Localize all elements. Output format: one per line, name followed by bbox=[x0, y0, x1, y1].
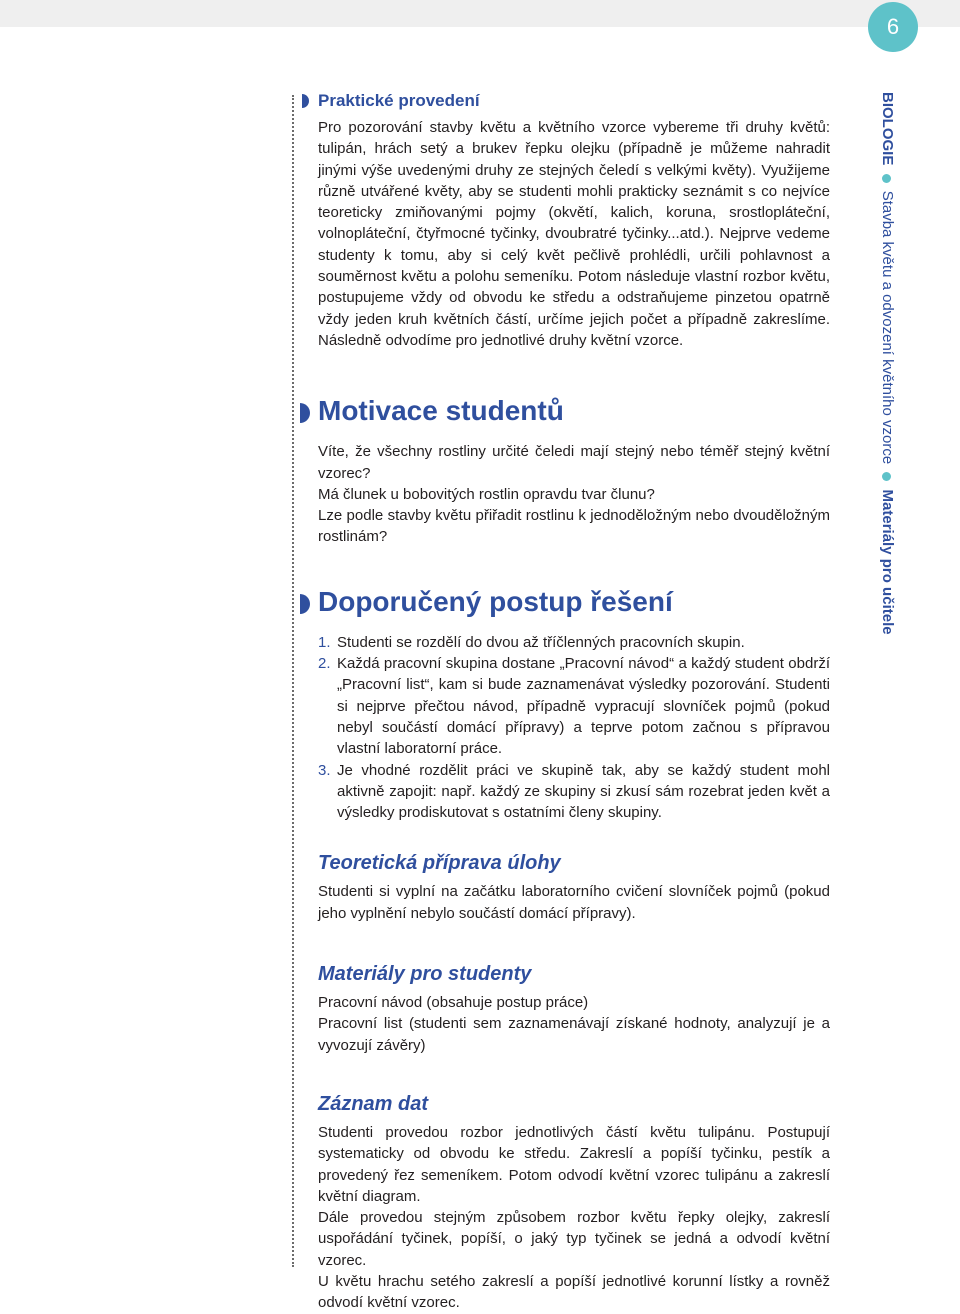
paragraph-line: Víte, že všechny rostliny určité čeledi mají stejný nebo téměř stejný květní vzorec? bbox=[318, 443, 830, 482]
section-heading: Teoretická příprava úlohy bbox=[318, 852, 561, 875]
paragraph-line: Dále provedou stejným způsobem rozbor květu řepky olejky, zakreslí uspořádání tyčinek, popíší, o jaký typ tyčinek se jedná a odvodí květní vzorec. bbox=[318, 1209, 830, 1269]
paragraph: Studenti si vyplní na začátku laboratorního cvičení slovníček pojmů (pokud jeho vyplnění nebylo součástí domácí přípravy). bbox=[318, 883, 830, 922]
heading-text: Motivace studentů bbox=[318, 395, 564, 427]
heading-text: Doporučený postup řešení bbox=[318, 585, 673, 617]
list-item bbox=[318, 760, 830, 824]
section-heading bbox=[318, 582, 830, 622]
section-prakticke bbox=[318, 88, 830, 351]
section-teoreticka bbox=[318, 849, 830, 924]
steps-list bbox=[318, 632, 830, 824]
main-content bbox=[318, 88, 830, 1314]
paragraph-line: Pracovní návod (obsahuje postup práce) bbox=[318, 994, 589, 1012]
bullet-dot-icon bbox=[882, 472, 891, 481]
step-number: 3. bbox=[318, 761, 331, 779]
sidebar-audience: Materiály pro učitele bbox=[879, 489, 896, 635]
section-zaznam bbox=[318, 1090, 830, 1314]
list-item bbox=[318, 653, 830, 759]
bullet-dot-icon bbox=[882, 174, 891, 183]
section-motivace bbox=[318, 391, 830, 547]
heading-text: Praktické provedení bbox=[318, 91, 480, 110]
paragraph-line: Má člunek u bobovitých rostlin opravdu tvar člunu? bbox=[318, 485, 655, 503]
sidebar-subject: BIOLOGIE bbox=[879, 92, 896, 166]
step-number: 2. bbox=[318, 655, 331, 673]
paragraph-line: Studenti provedou rozbor jednotlivých částí květu tulipánu. Postupují systematicky od obvodu ke středu. Zakreslí a popíší tyčinku, pestík a provedený řez semeníkem. Potom odvodí květní vzorec tulipánu a zakreslí květní diagram. bbox=[318, 1123, 830, 1205]
section-heading: Záznam dat bbox=[318, 1092, 429, 1115]
top-bar bbox=[0, 0, 960, 27]
section-heading bbox=[318, 88, 830, 114]
list-item bbox=[318, 632, 830, 653]
section-heading bbox=[318, 391, 830, 431]
heading-marker-icon bbox=[300, 594, 310, 614]
section-postup bbox=[318, 582, 830, 824]
page-number-badge: 6 bbox=[868, 2, 918, 52]
paragraph-line: Lze podle stavby květu přiřadit rostlinu k jednoděložným nebo dvouděložným rostlinám? bbox=[318, 507, 830, 546]
sidebar-topic: Stavba květu a odvození květního vzorce bbox=[879, 190, 896, 465]
heading-marker-icon bbox=[302, 94, 309, 108]
heading-marker-icon bbox=[300, 403, 310, 423]
paragraph-line: Pracovní list (studenti sem zaznamenávají získané hodnoty, analyzují je a vyvozují závěry) bbox=[318, 1015, 830, 1054]
vertical-sidebar bbox=[876, 92, 906, 635]
step-text: Je vhodné rozdělit práci ve skupině tak, aby se každý student mohl aktivně zapojit: např. každý ze skupiny si zkusí sám rozebrat jeden květ a výsledky prodiskutovat s ostatními členy skupiny. bbox=[337, 761, 830, 822]
paragraph-line: U květu hrachu setého zakreslí a popíší jednotlivé korunní lístky a rovněž odvodí květní vzorec. bbox=[318, 1272, 830, 1312]
step-text: Každá pracovní skupina dostane „Pracovní návod“ a každý student obdrží „Pracovní list“, kam si bude zaznamenávat výsledky pozorování. Studenti si nejprve přečtou návod, případně vypracují slovníček pojmů (pokud nebyl součástí domácí přípravy) a teprve potom začnou s přípravou vlastní laboratorní práce. bbox=[337, 655, 830, 758]
section-heading: Materiály pro studenty bbox=[318, 963, 532, 986]
dotted-margin-rule bbox=[292, 95, 294, 1267]
paragraph: Pro pozorování stavby květu a květního vzorce vybereme tři druhy květů: tulipán, hrách setý a brukev řepku olejku (případně je můžeme nahradit jinými výše uvedenými druhy ze stejných čeledí s velkými květy). Využijeme různě utvářené květy, aby se studenti mohli prakticky seznámit s co nejvíce teoreticky zmiňovanými pojmy (okvětí, kalich, koruna, srostlopláteční, volnopláteční, čtyřmocné tyčinky, dvoubratré tyčinky...atd.). Nejprve vedeme studenty k tomu, aby si celý květ pečlivě prohlédli, určili pohlavnost a souměrnost květu a polohu semeníku. Potom následuje vlastní rozbor květu, postupujeme vždy od obvodu ke středu a odstraňujeme pinzetou opatrně vždy jeden kruh květních částí, určíme jejich počet a případně zakreslíme. Následně odvodíme pro jednotlivé druhy květní vzorce. bbox=[318, 119, 830, 349]
step-text: Studenti se rozdělí do dvou až tříčlenných pracovních skupin. bbox=[337, 633, 745, 651]
step-number: 1. bbox=[318, 633, 331, 651]
section-materialy bbox=[318, 960, 830, 1056]
